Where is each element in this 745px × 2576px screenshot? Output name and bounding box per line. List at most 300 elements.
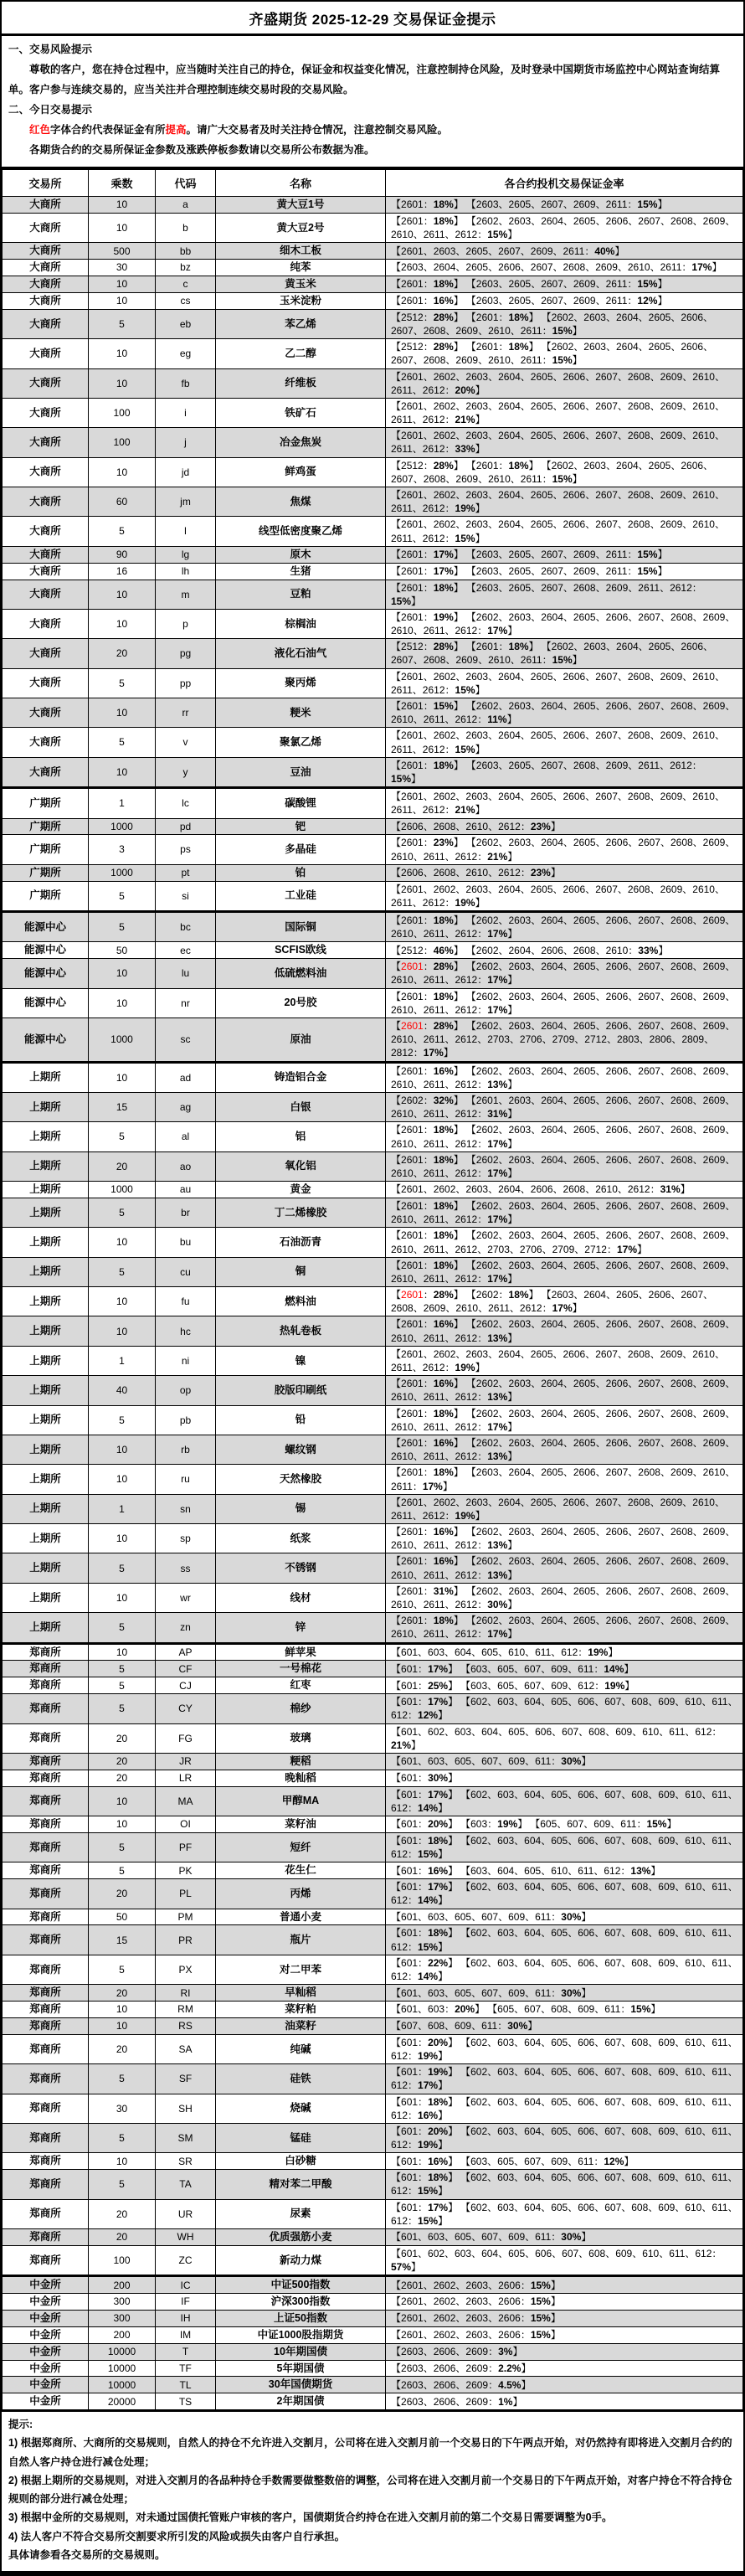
contract-list: 2601 [401,1199,424,1212]
margin-rate-value: 18% [433,759,454,771]
contract-list: 2601 [401,611,424,623]
margin-rate-value: 19% [455,896,475,909]
multiplier-cell: 100 [89,428,156,457]
code-cell: fu [156,1287,216,1316]
margin-rates-cell [386,1524,743,1553]
name-cell: 白砂糖 [216,2153,386,2170]
name-cell: 普通小麦 [216,1909,386,1925]
rate-segment: 【2603、2604、2605、2606、2607、2608、2609、2610、2611：17%】 [391,261,722,274]
margin-rates-cell [386,2170,743,2199]
name-cell: 沪深300指数 [216,2294,386,2311]
name-cell: 纤维板 [216,368,386,398]
margin-rates-cell [386,1753,743,1770]
exchange-cell: 上期所 [3,1465,89,1494]
contract-list: 2601 [401,1378,424,1390]
exchange-cell: 大商所 [3,609,89,638]
contract-list: 2601、2603、2605、2607、2609、2611 [401,245,585,257]
contract-list: 2601 [401,961,424,973]
margin-rate-value: 15% [391,772,412,785]
margin-rate-value: 18% [508,641,529,653]
contract-list: 2602、2603、2604、2605、2606、2607、2608、2609、2610、2611、2612 [391,1436,736,1463]
margin-rates-cell [386,2094,743,2123]
margin-rate-value: 25% [428,1679,449,1692]
name-cell: 天然橡胶 [216,1465,386,1494]
table-row [3,2393,743,2410]
contract-list: 2601 [401,198,424,211]
contract-list: 2602、2603、2604、2605、2606、2607、2608、2609、2610、2611、2612、2703、2706、2709、2712 [391,1229,736,1255]
multiplier-cell: 1000 [89,818,156,835]
code-cell: c [156,276,216,293]
contract-list: 2601 [401,549,424,561]
contract-list: 603、604、605、610、611、612 [470,1864,621,1877]
exchange-cell: 中金所 [3,2326,89,2343]
exchange-cell: 郑商所 [3,2017,89,2034]
exchange-cell: 能源中心 [3,959,89,988]
margin-rates-cell [386,1723,743,1753]
rate-segment: 【2602、2603、2604、2605、2606、2607、2608、2609、2610、2611、2612：11%】 [391,700,736,726]
margin-rate-value: 31% [433,1584,454,1597]
margin-rate-value: 13% [630,1864,651,1877]
multiplier-cell: 1 [89,1494,156,1523]
multiplier-cell: 10 [89,1228,156,1257]
margin-rate-value: 14% [418,1894,439,1907]
margin-rate-value: 17% [428,2201,449,2213]
name-cell: 硅铁 [216,2064,386,2094]
multiplier-cell: 90 [89,546,156,563]
rate-segment: 【2602、2603、2604、2605、2606、2607、2608、2609、2610、2611：15%】 [391,641,714,667]
exchange-cell: 大商所 [3,197,89,214]
multiplier-cell: 10000 [89,2377,156,2393]
margin-rate-value: 18% [433,1407,454,1419]
margin-rate-value: 15% [455,532,475,544]
multiplier-cell: 10 [89,457,156,487]
contract-list: 2601 [401,278,424,291]
rate-segment: 【607、608、609、611：30%】 [391,2020,538,2032]
code-cell: b [156,213,216,242]
rate-segment: 【2602、2603、2604、2605、2606、2607、2608、2609、2610、2611、2612：17%】 [391,961,736,987]
margin-rate-value: 20% [428,1818,449,1831]
name-cell: 棕榈油 [216,609,386,638]
exchange-cell: 大商所 [3,213,89,242]
rate-segment: 【2601：16%】 [391,1378,464,1390]
exchange-cell: 上期所 [3,1257,89,1286]
margin-rate-value: 23% [530,820,551,832]
code-cell: al [156,1122,216,1151]
multiplier-cell: 5 [89,668,156,698]
rate-segment: 【602、603、604、605、606、607、608、609、610、611、612：17%】 [391,2066,738,2092]
margin-rate-value: 17% [487,928,508,940]
multiplier-cell: 500 [89,243,156,260]
exchange-cell: 郑商所 [3,1955,89,1984]
name-cell: 不锈钢 [216,1553,386,1583]
code-cell: T [156,2343,216,2360]
contract-list: 2601 [401,1289,424,1301]
risk-body: 尊敬的客户，您在持仓过程中，应当随时关注自己的持仓，保证金和权益变化情况，注意控制持仓风险，及时登录中国期货市场监控中心网站查询结算单。客户参与连续交易的，应当关注并合理控制连续交易时段的交易风险。 [8,64,721,95]
margin-rate-value: 15% [552,354,573,367]
rate-segment: 【2601：18%】 [391,1124,464,1136]
multiplier-cell: 10 [89,698,156,728]
name-cell: 黄大豆1号 [216,197,386,214]
margin-rate-value: 19% [428,2066,449,2079]
col-header-multiplier: 乘数 [89,170,156,197]
margin-rate-value: 14% [418,1801,439,1814]
rate-segment: 【2601、2602、2603、2604、2605、2606、2607、2608、2609、2610、2611、2612：15%】 [391,729,725,755]
margin-rates-cell [386,1955,743,1984]
contract-list: 2601、2602、2603、2604、2605、2606、2607、2608、2609、2610、2611、2612 [391,430,725,456]
contract-list: 607、608、609、611 [401,2020,498,2032]
table-row [3,309,743,338]
table-row [3,1018,743,1063]
rate-segment: 【2601：18%】 [391,1466,464,1479]
margin-rate-value: 12% [637,295,658,307]
table-row [3,1816,743,1833]
red-word-1: 红色 [29,124,51,136]
table-row [3,546,743,563]
table-row [3,1182,743,1198]
table-row [3,942,743,959]
code-cell: p [156,609,216,638]
multiplier-cell: 5 [89,1553,156,1583]
code-cell: fb [156,368,216,398]
code-cell: MA [156,1786,216,1816]
margin-rates-cell [386,487,743,517]
code-cell: jd [156,457,216,487]
name-cell: 粳稻 [216,1753,386,1770]
margin-rate-value: 15% [552,654,573,667]
contract-list: 2601 [401,1124,424,1136]
code-cell: UR [156,2199,216,2228]
multiplier-cell: 20000 [89,2393,156,2410]
margin-rates-cell [386,835,743,864]
contract-list: 2601 [401,700,424,712]
rate-segment: 【2512：46%】 [391,944,464,956]
margin-rate-value: 28% [433,459,454,471]
contract-list: 602、603、604、605、606、607、608、609、610、611、612 [391,1696,738,1722]
exchange-cell: 郑商所 [3,2064,89,2094]
rate-segment: 【601：22%】 [391,1956,459,1969]
rate-segment: 【2601：16%】 [391,1555,464,1568]
table-row [3,1122,743,1151]
contract-list: 2603、2605、2607、2608、2609、2611、2612 [475,581,692,594]
margin-rate-value: 28% [433,1289,454,1301]
table-row [3,2094,743,2123]
rate-segment: 【2601：16%】 [391,1526,464,1538]
code-cell: TL [156,2377,216,2393]
contract-list: 601、602、603、604、605、606、607、608、609、610、611、612 [401,1725,712,1738]
rate-segment: 【2601：18%】 [391,1407,464,1419]
margin-rates-cell [386,2123,743,2152]
margin-rates-cell [386,912,743,942]
rate-segment: 【603、605、607、609、611：12%】 [465,2155,635,2167]
margin-rate-value: 4.5% [498,2378,522,2391]
exchange-cell: 郑商所 [3,1677,89,1694]
code-cell: OI [156,1816,216,1833]
margin-rates-cell [386,609,743,638]
name-cell: 黄玉米 [216,276,386,293]
contract-list: 2601 [401,1584,424,1597]
exchange-cell: 广期所 [3,864,89,881]
name-cell: 细木工板 [216,243,386,260]
name-cell: 菜籽油 [216,1816,386,1833]
name-cell: 螺纹钢 [216,1435,386,1464]
contract-list: 602、603、604、605、606、607、608、609、610、611、612 [391,2201,738,2227]
code-cell: SR [156,2153,216,2170]
rate-segment: 【601：16%】 [391,1864,459,1877]
name-cell: 中证500指数 [216,2276,386,2294]
name-cell: 短纤 [216,1832,386,1862]
rate-segment: 【2601：18%】 [391,1259,464,1271]
contract-list: 2601、2602、2603、2604、2605、2606、2607、2608、2609、2610、2611、2612 [391,883,725,909]
rate-segment: 【2601：18%】 [391,914,464,926]
contract-list: 2603、2606、2609 [401,2395,489,2408]
margin-rate-value: 16% [428,2155,449,2167]
margin-rate-value: 19% [455,1362,475,1373]
exchange-cell: 大商所 [3,276,89,293]
name-cell: 菜籽粕 [216,2002,386,2018]
margin-rate-value: 12% [604,2155,624,2167]
rate-segment: 【601、603、605、607、609、611：30%】 [391,1755,592,1768]
code-cell: SH [156,2094,216,2123]
multiplier-cell: 3 [89,835,156,864]
margin-rate-value: 15% [530,2312,551,2325]
rate-segment: 【2603、2605、2607、2609、2611：15%】 [470,564,668,577]
table-row [3,276,743,293]
margin-rate-value: 12% [418,1709,439,1722]
margin-rate-value: 17% [487,974,508,987]
margin-rate-value: 17% [422,1480,443,1492]
contract-list: 602、603、604、605、606、607、608、609、610、611、612 [391,1834,738,1861]
name-cell: 对二甲苯 [216,1955,386,1984]
today-line1-mid: 字体合约代表保证金有所 [50,124,166,136]
margin-rate-value: 30% [561,1910,582,1923]
margin-rates-cell [386,1062,743,1092]
contract-list: 2602、2603、2604、2605、2606、2607、2608、2609、2610、2611、2612 [391,1153,736,1179]
multiplier-cell: 5 [89,1862,156,1879]
margin-rates-cell [386,2245,743,2275]
margin-rates-cell [386,197,743,214]
rate-segment: 【601：17%】 [391,1696,459,1708]
code-cell: op [156,1376,216,1405]
rate-segment: 【2601、2602、2603、2606：15%】 [391,2329,561,2342]
rate-segment: 【602、603、604、605、606、607、608、609、610、611、612：15%】 [391,1834,738,1861]
margin-rates-cell [386,668,743,698]
multiplier-cell: 5 [89,1122,156,1151]
margin-rate-value: 18% [433,214,454,227]
exchange-cell: 郑商所 [3,2228,89,2245]
multiplier-cell: 10 [89,1524,156,1553]
exchange-cell: 大商所 [3,487,89,517]
exchange-cell: 郑商所 [3,1753,89,1770]
name-cell: 纯碱 [216,2034,386,2063]
name-cell: 氧化铝 [216,1151,386,1181]
margin-rates-cell [386,2228,743,2245]
exchange-cell: 郑商所 [3,2094,89,2123]
rate-segment: 【2601：19%】 [391,611,464,623]
margin-rates-cell [386,2343,743,2360]
code-cell: TS [156,2393,216,2410]
margin-rates-cell [386,864,743,881]
margin-rate-value: 18% [428,1834,449,1847]
margin-rate-value: 15% [646,1818,667,1831]
contract-list: 2603、2605、2607、2609、2611 [475,549,628,561]
margin-rates-cell [386,2294,743,2311]
margin-rate-value: 30% [561,1755,582,1768]
contract-list: 603 [470,1818,488,1831]
margin-rate-value: 18% [433,990,454,1002]
exchange-cell: 上期所 [3,1151,89,1181]
rate-segment: 【2602、2604、2606、2608、2610：33%】 [470,944,669,956]
multiplier-cell: 5 [89,2064,156,2094]
multiplier-cell: 5 [89,912,156,942]
rate-segment: 【2601、2602、2603、2604、2605、2606、2607、2608、2609、2610、2611、2612：19%】 [391,489,725,515]
rate-segment: 【2512：28%】 [391,459,464,471]
margin-rate-value: 15% [630,2003,651,2016]
margin-rate-value: 17% [487,1420,508,1433]
margin-rate-value: 22% [428,1956,449,1969]
table-row [3,2326,743,2343]
rate-segment: 【601、603、605、607、609、611：30%】 [391,1910,592,1923]
margin-rate-value: 15% [637,549,658,561]
contract-list: 602、603、604、605、606、607、608、609、610、611、612 [391,1788,738,1814]
exchange-cell: 上期所 [3,1583,89,1612]
exchange-cell: 中金所 [3,2393,89,2410]
code-cell: lc [156,788,216,818]
contract-list: 2602、2603、2604、2605、2606、2607、2608、2609、2610、2611 [391,341,714,367]
contract-list: 2601 [401,1407,424,1419]
margin-rate-value: 14% [418,1971,439,1982]
rate-segment: 【2601：18%】 [391,581,464,594]
exchange-cell: 中金所 [3,2343,89,2360]
contract-list: 601 [401,1881,419,1893]
code-cell: ad [156,1062,216,1092]
rate-segment: 【602、603、604、605、606、607、608、609、610、611、612：16%】 [391,2095,738,2121]
rate-segment: 【2601、2602、2603、2604、2605、2606、2607、2608、2609、2610、2611、2612：19%】 [391,883,725,909]
contract-list: 605、607、609、611 [540,1818,637,1831]
margin-rate-value: 18% [433,278,454,291]
exchange-cell: 上期所 [3,1405,89,1435]
contract-list: 2606、2608、2610、2612 [401,820,521,832]
exchange-cell: 郑商所 [3,1879,89,1909]
margin-rates-cell [386,1879,743,1909]
code-cell: i [156,398,216,427]
margin-rates-cell [386,788,743,818]
exchange-cell: 上期所 [3,1062,89,1092]
margin-rate-value: 17% [428,1881,449,1893]
rate-segment: 【2601、2602、2603、2604、2605、2606、2607、2608、2609、2610、2611、2612：15%】 [391,518,725,544]
margin-rate-value: 30% [561,2231,582,2244]
rate-segment: 【2601、2602、2603、2604、2605、2606、2607、2608、2609、2610、2611、2612：19%】 [391,1347,725,1373]
multiplier-cell: 5 [89,309,156,338]
contract-list: 2601 [401,1229,424,1242]
code-cell: lh [156,563,216,580]
contract-list: 2601 [401,1020,424,1032]
margin-rates-cell [386,368,743,398]
contract-list: 603、605、607、609、612 [470,1679,595,1692]
exchange-cell: 上期所 [3,1613,89,1643]
rate-segment: 【2601、2603、2605、2607、2609、2611：40%】 [391,245,625,257]
multiplier-cell: 10 [89,1316,156,1346]
contract-list: 601、603、605、607、609、611 [401,2231,552,2244]
contract-list: 602、603、604、605、606、607、608、609、610、611、612 [391,2095,738,2121]
multiplier-cell: 100 [89,2245,156,2275]
margin-rate-value: 18% [428,2095,449,2108]
margin-rate-value: 15% [530,2329,551,2342]
margin-rates-cell [386,818,743,835]
rate-segment: 【601：18%】 [391,2172,459,2184]
contract-list: 2603、2606、2609 [401,2346,489,2358]
table-row [3,757,743,787]
name-cell: 铁矿石 [216,398,386,427]
rate-segment: 【2606、2608、2610、2612：23%】 [391,867,561,879]
name-cell: 低硫燃料油 [216,959,386,988]
table-row [3,580,743,609]
rate-segment: 【2601：28%】 [391,1020,464,1032]
code-cell: zn [156,1613,216,1643]
rate-segment: 【2601：16%】 [391,1318,464,1331]
margin-rate-value: 17% [418,2079,439,2092]
code-cell: pd [156,818,216,835]
code-cell: LR [156,1770,216,1786]
contract-list: 2603、2605、2607、2609、2611 [475,295,628,307]
exchange-cell: 中金所 [3,2310,89,2326]
contract-list: 2601 [401,1259,424,1271]
margin-rates-cell [386,942,743,959]
name-cell: 优质强筋小麦 [216,2228,386,2245]
margin-rate-value: 46% [433,944,454,956]
margin-rate-value: 15% [433,700,454,712]
table-row [3,2123,743,2152]
margin-rates-cell [386,517,743,546]
margin-rates-cell [386,1018,743,1063]
margin-rates-cell [386,728,743,757]
multiplier-cell: 10 [89,757,156,787]
rate-segment: 【2601：28%】 [391,1289,464,1301]
exchange-cell: 郑商所 [3,2034,89,2063]
margin-rates-cell [386,1786,743,1816]
multiplier-cell: 10 [89,959,156,988]
rate-segment: 【601：16%】 [391,2155,459,2167]
contract-list: 2601、2602、2603、2606 [401,2295,521,2308]
contract-list: 2602、2603、2604、2605、2606、2607、2608、2609、2610、2611、2612 [391,611,736,637]
contract-list: 601 [401,2095,419,2108]
rate-segment: 【603、605、607、609、611：14%】 [465,1662,635,1675]
margin-rate-value: 16% [433,1378,454,1390]
exchange-cell: 大商所 [3,398,89,427]
table-row [3,835,743,864]
contract-list: 2601 [401,759,424,771]
table-row [3,1832,743,1862]
code-cell: IC [156,2276,216,2294]
rate-segment: 【2601：16%】 [391,1064,464,1077]
exchange-cell: 大商所 [3,243,89,260]
exchange-cell: 中金所 [3,2276,89,2294]
name-cell: 聚丙烯 [216,668,386,698]
exchange-cell: 郑商所 [3,2002,89,2018]
rate-segment: 【2601、2602、2603、2604、2605、2606、2607、2608、2609、2610、2611、2612：21%】 [391,399,725,426]
multiplier-cell: 1 [89,1346,156,1375]
rate-segment: 【601、602、603、604、605、606、607、608、609、610、611、612：57%】 [391,2247,722,2273]
margin-rate-value: 3% [498,2346,513,2358]
name-cell: 豆粕 [216,580,386,609]
multiplier-cell: 10 [89,1786,156,1816]
name-cell: 石油沥青 [216,1228,386,1257]
name-cell: 上证50指数 [216,2310,386,2326]
contract-list: 2602、2603、2604、2605、2606、2607、2608、2609、2610、2611、2612 [391,1555,736,1581]
multiplier-cell: 20 [89,1770,156,1786]
rate-segment: 【605、607、609、611：15%】 [535,1818,677,1831]
margin-rate-value: 18% [508,459,529,471]
margin-rate-value: 18% [433,1153,454,1166]
